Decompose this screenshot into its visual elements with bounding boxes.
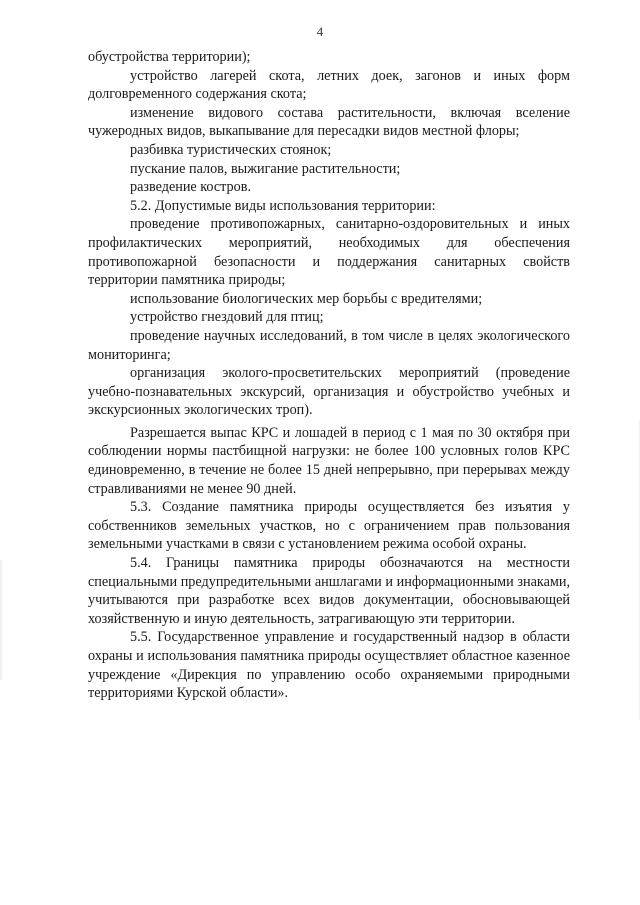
document-body bbox=[88, 48, 570, 703]
paragraph-allowed-ecological-education: организация эколого-просветительских мероприятий (проведение учебно-познавательных экскурсий, организация и обустройство учебных и экскурсионных экологических троп). bbox=[88, 365, 570, 419]
paragraph-prohibited-species-change: изменение видового состава растительности, включая вселение чужеродных видов, выкапывание для пересадки видов местной флоры; bbox=[88, 104, 570, 140]
section-5-4: 5.4. Границы памятника природы обозначаются на местности специальными предупредительными аншлагами и информационными знаками, учитываются при разработке всех видов документации, обосновывающей хозяйственную и иную деятельность, затрагивающую эти территории. bbox=[88, 555, 570, 627]
section-5-5: 5.5. Государственное управление и государственный надзор в области охраны и использования памятника природы осуществляет областное казенное учреждение «Дирекция по управлению особо охраняемыми природными территориями Курской области». bbox=[88, 629, 570, 702]
scan-shadow-left bbox=[0, 560, 3, 680]
paragraph-allowed-bird-nests: устройство гнездовий для птиц; bbox=[130, 309, 324, 326]
paragraph-prohibited-livestock-camps: устройство лагерей скота, летних доек, загонов и иных форм долговременного содержания скота; bbox=[88, 67, 570, 103]
paragraph-prohibited-campfires: разведение костров. bbox=[130, 179, 251, 196]
section-5-3: 5.3. Создание памятника природы осуществляется без изъятия у собственников земельных участков, но с ограничением прав пользования земельными участками в связи с установлением режима особой охраны. bbox=[88, 499, 570, 553]
paragraph-allowed-fire-prevention: проведение противопожарных, санитарно-оздоровительных и иных профилактических мероприятий, необходимых для обеспечения противопожарной безопасности и поддержания санитарных свойств территории памятника природы; bbox=[88, 216, 570, 289]
paragraph-grazing-permission: Разрешается выпас КРС и лошадей в период с 1 мая по 30 октября при соблюдении нормы пастбищной нагрузки: не более 100 условных голов КРС единовременно, в течение не более 15 дней непрерывно, при перерывах между стравливаниями не менее 90 дней. bbox=[88, 424, 570, 497]
paragraph-prohibited-tourist-camps: разбивка туристических стоянок; bbox=[130, 141, 332, 158]
paragraph-continuation: обустройства территории); bbox=[88, 49, 251, 65]
section-5-2-heading: 5.2. Допустимые виды использования территории: bbox=[130, 197, 436, 214]
paragraph-prohibited-burning: пускание палов, выжигание растительности; bbox=[130, 160, 401, 177]
paragraph-allowed-biological-control: использование биологических мер борьбы с вредителями; bbox=[130, 290, 483, 307]
paragraph-allowed-research: проведение научных исследований, в том числе в целях экологического мониторинга; bbox=[88, 327, 570, 363]
page-number: 4 bbox=[316, 24, 324, 39]
